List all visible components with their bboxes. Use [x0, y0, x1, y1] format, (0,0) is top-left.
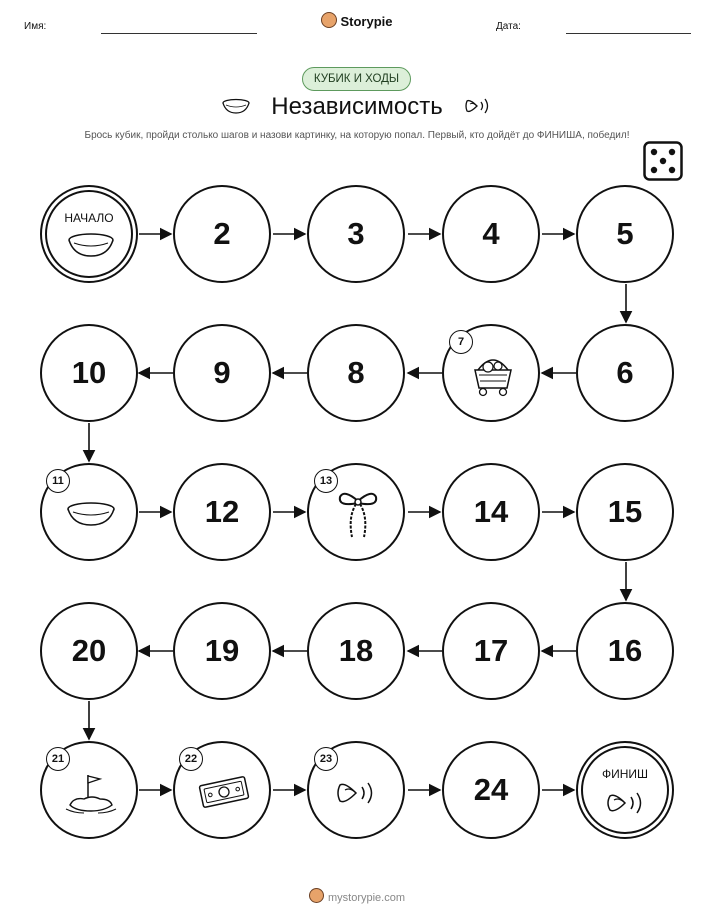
board-space: [307, 324, 405, 422]
start-label: НАЧАЛО: [64, 211, 114, 225]
footer-url[interactable]: mystorypie.com: [327, 892, 406, 904]
space-number: 17: [473, 633, 509, 668]
board-space: [307, 602, 405, 700]
bowl-icon: [66, 231, 116, 259]
start-space: [40, 185, 138, 283]
bowl-icon: [65, 500, 117, 528]
instructions: Брось кубик, пройди столько шагов и назови картинку, на которую попал. Первый, кто дойдёт до ФИНИША, победил!: [84, 130, 630, 141]
space-number-tag: 7: [449, 330, 473, 354]
footer: [0, 888, 714, 904]
space-number-tag: 23: [314, 747, 338, 771]
board-space: [576, 463, 674, 561]
brand-name: Storypie: [340, 14, 393, 29]
finish-space: [576, 741, 674, 839]
category-badge: КУБИК И ХОДЫ: [302, 67, 411, 91]
space-number: 9: [213, 355, 231, 390]
space-number: 24: [473, 772, 509, 807]
space-number: 15: [607, 494, 643, 529]
board-space: [442, 602, 540, 700]
space-number: 18: [338, 633, 374, 668]
board-space: [442, 741, 540, 839]
finish-label: ФИНИШ: [601, 767, 649, 781]
space-number: 8: [347, 355, 365, 390]
board-space: [576, 602, 674, 700]
board-space: [40, 324, 138, 422]
island-flag-icon: [64, 771, 118, 815]
board-space: [576, 185, 674, 283]
space-number: 12: [204, 494, 240, 529]
board-space: [442, 463, 540, 561]
space-number: 6: [616, 355, 634, 390]
ear-sound-icon: [336, 778, 382, 808]
money-bill-icon: [197, 773, 251, 811]
space-number-tag: 11: [46, 469, 70, 493]
space-number: 4: [482, 216, 500, 251]
space-number-tag: 21: [46, 747, 70, 771]
board-space: [576, 324, 674, 422]
space-number-tag: 22: [179, 747, 203, 771]
basket-cart-icon: [468, 350, 518, 400]
rope-bow-icon: [334, 487, 382, 541]
name-label: Имя:: [24, 21, 47, 32]
date-label: Дата:: [496, 21, 521, 32]
board-space: [40, 602, 138, 700]
board-space: [307, 185, 405, 283]
space-number: 10: [71, 355, 107, 390]
board-space: [442, 185, 540, 283]
board-space: [173, 185, 271, 283]
space-number: 14: [473, 494, 509, 529]
board-space: [173, 463, 271, 561]
space-number-tag: 13: [314, 469, 338, 493]
board-space: [173, 602, 271, 700]
space-number: 5: [616, 216, 634, 251]
space-number: 16: [607, 633, 643, 668]
storypie-logo-icon: [309, 888, 324, 903]
space-number: 3: [347, 216, 365, 251]
space-number: 19: [204, 633, 240, 668]
page-title: Независимость: [271, 93, 443, 120]
space-number: 20: [71, 633, 107, 668]
space-number: 2: [213, 216, 231, 251]
board-space: [173, 324, 271, 422]
ear-sound-icon: [606, 789, 650, 817]
